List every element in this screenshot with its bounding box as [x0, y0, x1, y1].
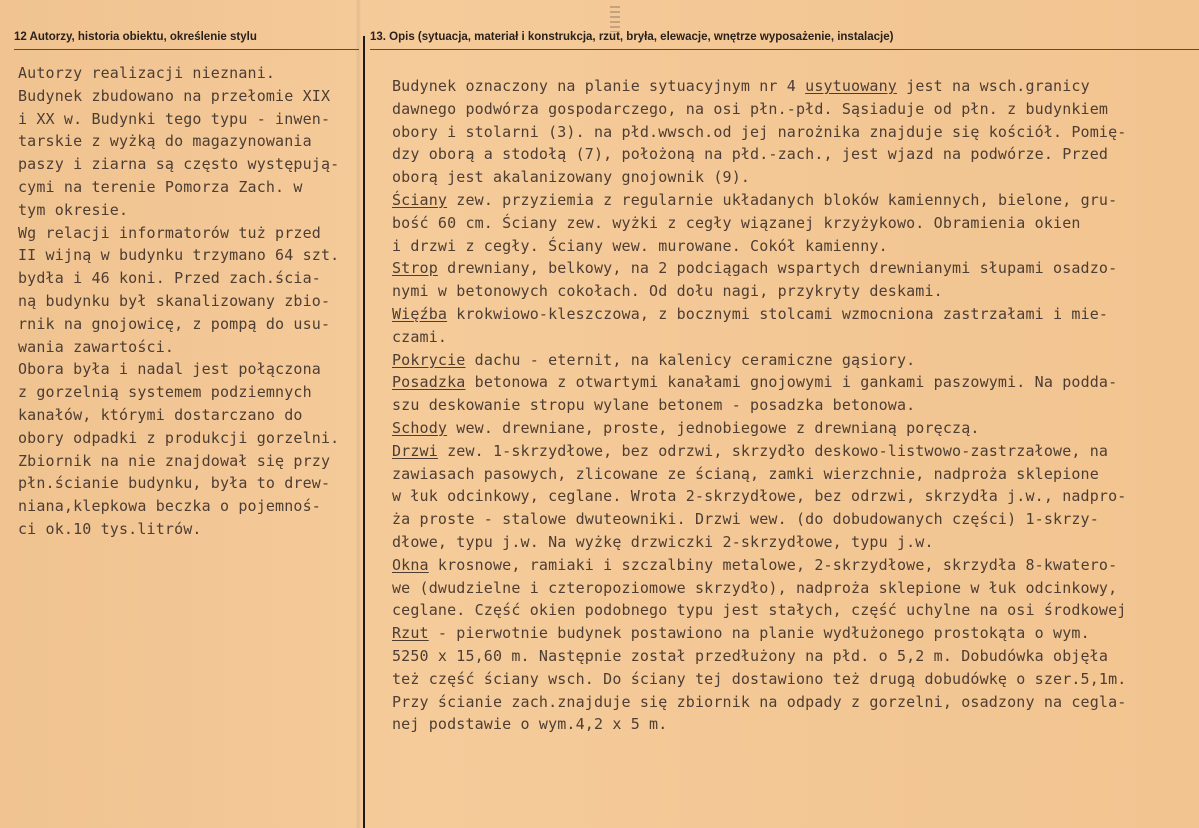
text-line [392, 485, 1126, 508]
text-line [392, 280, 1126, 303]
text-line: bydła i 46 koni. Przed zach.ścia- [18, 269, 321, 288]
text-segment: w łuk odcinkowy, ceglane. Wrota 2-skrzydłowe, bez odrzwi, skrzydła j.w., nadpro- [392, 487, 1127, 506]
underlined-heading-word: Schody [392, 418, 448, 437]
page-fold-shadow [355, 0, 361, 828]
text-line: tym okresie. [18, 200, 129, 219]
text-segment: we (dwudzielne i czteropoziomowe skrzydło), nadproża sklepione w łuk odcinkowy, [392, 578, 1118, 597]
text-line [392, 326, 1126, 349]
text-line: Budynek zbudowano na przełomie XIX [18, 86, 331, 105]
text-line [392, 713, 1126, 736]
underlined-heading-word: Strop [392, 259, 438, 278]
underlined-heading-word: Więźba [392, 304, 448, 323]
text-line: obory odpadki z produkcji gorzelni. [18, 428, 340, 447]
text-segment: ża proste - stalowe dwuteowniki. Drzwi wew. (do dobudowanych części) 1-skrzy- [392, 510, 1099, 529]
text-segment: jest na wsch.granicy [896, 77, 1090, 95]
text-segment: dzy oborą a stodołą (7), położoną na płd.-zach., jest wjazd na podwórze. Przed [392, 145, 1109, 164]
text-line: kanałów, którymi dostarczano do [18, 405, 303, 424]
text-line [392, 257, 1126, 280]
section-12-header: 12 Autorzy, historia obiektu, określenie stylu [14, 31, 257, 43]
text-segment: zew. 1-skrzydłowe, bez odrzwi, skrzydło deskowo-listwowo-zastrzałowe, na [437, 441, 1109, 460]
text-segment: wew. drewniane, proste, jednobiegowe z drewnianą poręczą. [447, 418, 980, 437]
text-line [392, 668, 1126, 691]
text-line [392, 371, 1126, 394]
text-line [392, 577, 1126, 600]
text-segment: krosnowe, ramiaki i szczalbiny metalowe, 2-skrzydłowe, skrzydła 8-kwatero- [428, 555, 1118, 574]
text-segment: szu deskowanie stropu wylane betonem - posadzka betonowa. [392, 396, 916, 415]
text-segment: - pierwotnie budynek postawiono na planie wydłużonego prostokąta o wym. [428, 624, 1090, 643]
text-segment: nymi w betonowych cokołach. Od dołu nagi, przykryty deskami. [392, 282, 943, 301]
text-line [392, 235, 1126, 258]
text-line: tarskie z wyżką do magazynowania [18, 132, 312, 151]
text-segment: obory i stolarni (3). na płd.wwsch.od jej narożnika znajduje się kościół. Pomię- [392, 122, 1127, 141]
ink-smudge [610, 6, 620, 32]
text-line [392, 212, 1126, 235]
text-line [392, 554, 1126, 577]
text-line: Autorzy realizacji nieznani. [18, 64, 276, 82]
text-line [392, 166, 1126, 189]
text-line: niana,klepkowa beczka o pojemnoś- [18, 497, 321, 516]
text-line [392, 394, 1126, 417]
text-segment: betonowa z otwartymi kanałami gnojowymi i gankami paszowymi. Na podda- [465, 373, 1118, 392]
text-line [392, 645, 1126, 668]
text-segment: zew. przyziemia z regularnie układanych bloków kamiennych, bielone, gru- [447, 190, 1118, 209]
text-line: Wg relacji informatorów tuż przed [18, 223, 321, 242]
section-12-text [18, 62, 339, 541]
text-line: II wijną w budynku trzymano 64 szt. [18, 246, 340, 265]
header-rule-right [370, 49, 1199, 50]
text-line: paszy i ziarna są często występują- [18, 155, 340, 174]
text-line: płn.ścianie budynku, była to drew- [18, 474, 331, 493]
text-segment: dawnego podwórza gospodarczego, na osi płn.-płd. Sąsiaduje od płn. z budynkiem [392, 99, 1109, 118]
text-segment: i drzwi z cegły. Ściany wew. murowane. Cokół kamienny. [392, 236, 888, 255]
underlined-heading-word: Rzut [392, 624, 429, 643]
text-line [392, 98, 1126, 121]
text-line: rnik na gnojowicę, z pompą do usu- [18, 314, 331, 333]
text-segment: Przy ścianie zach.znajduje się zbiornik na odpady z gorzelni, osadzony na cegla- [392, 692, 1127, 711]
text-segment: też część ściany wsch. Do ściany tej dostawiono też drugą dobudówkę o szer.5,1m. [392, 669, 1127, 688]
text-line [392, 349, 1126, 372]
text-segment: Budynek oznaczony na planie sytuacyjnym nr 4 [392, 77, 806, 95]
text-line: ci ok.10 tys.litrów. [18, 519, 202, 538]
underlined-heading-word: Pokrycie [392, 350, 466, 369]
text-segment: ceglane. Część okien podobnego typu jest stałych, część uchylne na osi środkowej [392, 601, 1127, 620]
text-line [392, 121, 1126, 144]
underlined-heading-word: Ściany [392, 190, 448, 209]
text-line [392, 75, 1126, 98]
header-rule-left [14, 49, 359, 50]
section-13-header: 13. Opis (sytuacja, materiał i konstrukcja, rzut, bryła, elewacje, wnętrze wyposażenie, instalacje) [370, 31, 894, 43]
text-line [392, 463, 1126, 486]
section-13-text [392, 75, 1126, 736]
text-line [392, 143, 1126, 166]
text-line [392, 417, 1126, 440]
text-segment: drewniany, belkowy, na 2 podciągach wspartych drewnianymi słupami osadzo- [437, 259, 1118, 278]
text-segment: oborą jest akalanizowany gnojownik (9). [392, 168, 751, 187]
text-line: wania zawartości. [18, 337, 175, 356]
text-segment: 5250 x 15,60 m. Następnie został przedłużony na płd. o 5,2 m. Dobudówka objęła [392, 646, 1109, 665]
text-line [392, 303, 1126, 326]
text-segment: bość 60 cm. Ściany zew. wyżki z cegły wiązanej krzyżykowo. Obramienia okien [392, 213, 1081, 232]
underlined-heading-word: Okna [392, 555, 429, 574]
underlined-heading-word: Drzwi [392, 441, 438, 460]
text-line [392, 440, 1126, 463]
text-line: i XX w. Budynki tego typu - inwen- [18, 109, 331, 128]
text-line: z gorzelnią systemem podziemnych [18, 383, 312, 402]
text-line: ną budynku był skanalizowany zbio- [18, 291, 331, 310]
column-divider [363, 36, 365, 828]
text-line: Obora była i nadal jest połączona [18, 360, 321, 379]
text-line [392, 691, 1126, 714]
text-line [392, 599, 1126, 622]
text-line [392, 189, 1126, 212]
underlined-heading-word: usytuowany [805, 77, 897, 95]
text-segment: zawiasach pasowych, zlicowane ze ścianą, zamki wierzchnie, nadproża sklepione [392, 464, 1099, 483]
text-segment: dachu - eternit, na kalenicy ceramiczne gąsiory. [465, 350, 916, 369]
underlined-heading-word: Posadzka [392, 373, 466, 392]
text-segment: dłowe, typu j.w. Na wyżkę drzwiczki 2-skrzydłowe, typu j.w. [392, 532, 934, 551]
text-segment: nej podstawie o wym.4,2 x 5 m. [392, 715, 668, 734]
text-line: Zbiornik na nie znajdował się przy [18, 451, 331, 470]
text-line [392, 508, 1126, 531]
text-line [392, 531, 1126, 554]
text-segment: krokwiowo-kleszczowa, z bocznymi stolcami wzmocniona zastrzałami i mie- [447, 304, 1109, 323]
text-line: cymi na terenie Pomorza Zach. w [18, 177, 303, 196]
text-line [392, 622, 1126, 645]
text-segment: czami. [392, 327, 448, 346]
